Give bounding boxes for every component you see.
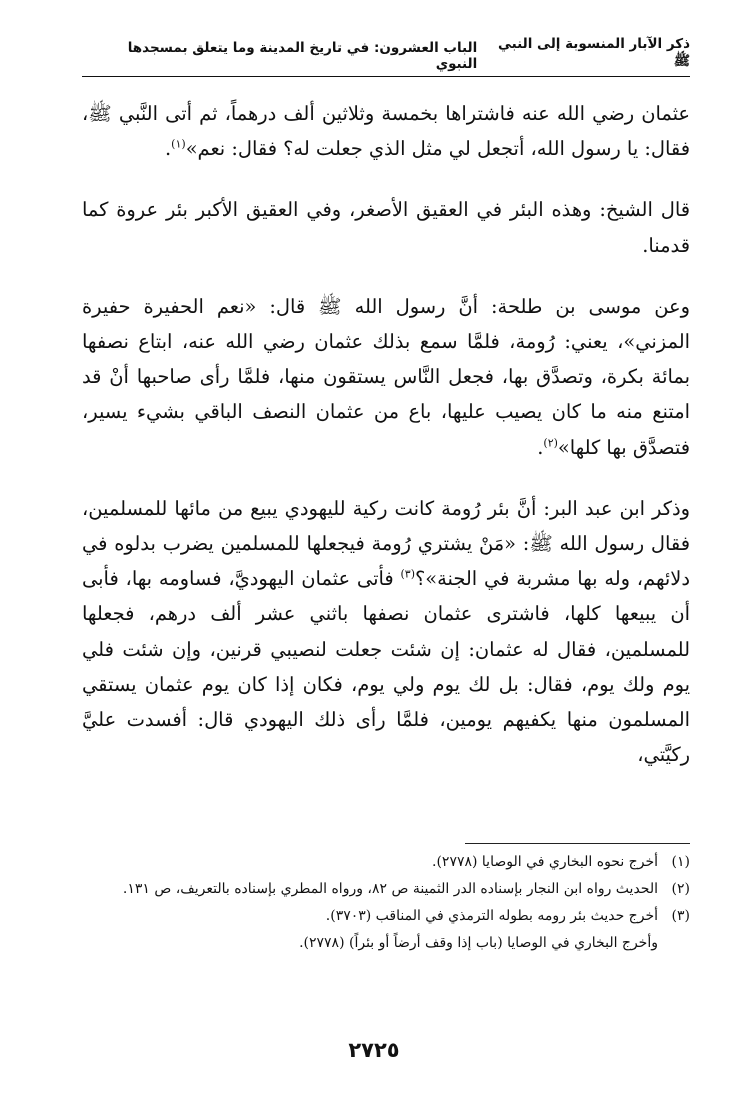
- footnote-ref[interactable]: (٢): [543, 436, 558, 450]
- footnote-ref[interactable]: (٣): [400, 567, 415, 581]
- header-chapter-title: ذكر الآبار المنسوبة إلى النبي ﷺ: [497, 36, 690, 69]
- footnote-divider: [465, 843, 690, 844]
- footnotes: [82, 851, 690, 959]
- footnote: [82, 878, 690, 902]
- footnote-continuation: وأخرج البخاري في الوصايا (باب إذا وقف أرضاً أو بئراً) (٢٧٧٨).: [299, 935, 658, 952]
- footnote: [82, 851, 690, 875]
- paragraph: قال الشيخ: وهذه البئر في العقيق الأصغر، وفي العقيق الأكبر بئر عروة كما قدمنا.: [82, 198, 690, 257]
- paragraph-text: فأتى عثمان اليهوديَّ، فساومه بها، فأبى أن يبيعها كلها، فاشترى عثمان نصفها باثني عشر ألف درهم، فجعلها للمسلمين، فقال له عثمان: إن شئت جعلت لنصيبي قرنين، وإن شئت فلي يوم ولك يوم، فقال: بل لك يوم ولي يوم، فكان إذا كان يوم عثمان يستقي المسلمون منها يكفيهم يومين، فلمَّا رأى ذلك اليهودي قال: أفسدت عليَّ ركيَّتي،: [82, 567, 690, 767]
- footnote-text: أخرج نحوه البخاري في الوصايا (٢٧٧٨).: [432, 854, 658, 870]
- paragraph: وعن موسى بن طلحة: أنَّ رسول الله ﷺ قال: «نعم الحفيرة حفيرة المزني»، يعني: رُومة، فلمَّا سمع بذلك عثمان رضي الله عنه، ابتاع نصفها بمائة بكرة، وتصدَّق بها، فجعل النَّاس يستقون منها، فلمَّا رأى صاحبها أنْ قد امتنع منه ما كان يصيب عليها، باع من عثمان النصف الباقي بشيء يسير، فتصدَّق بها كلها»$^{(٢)}$.: [82, 294, 690, 459]
- paragraph: عثمان رضي الله عنه فاشتراها بخمسة وثلاثين ألف درهماً، ثم أتى النَّبي ﷺ، فقال: يا رسول الله، أتجعل لي مثل الذي جعلت له؟ فقال: نعم»$^{(١)}$.: [82, 102, 690, 161]
- paragraph-text: وعن موسى بن طلحة: أنَّ رسول الله ﷺ قال: «نعم الحفيرة حفيرة المزني»، يعني: رُومة، فلمَّا سمع بذلك عثمان رضي الله عنه، ابتاع نصفها بمائة بكرة، وتصدَّق بها، فجعل النَّاس يستقون منها، فلمَّا رأى صاحبها أنْ قد امتنع منه ما كان يصيب عليها، باع من عثمان النصف الباقي بشيء يسير، فتصدَّق بها كلها»: [82, 294, 690, 459]
- header-section-title: الباب العشرون: في تاريخ المدينة وما يتعلق بمسجدها النبوي: [127, 40, 478, 72]
- page-number: ٢٧٢٥: [348, 1038, 400, 1062]
- paragraph: [82, 491, 690, 773]
- running-header: [82, 36, 690, 77]
- main-text: [82, 96, 690, 772]
- footnote-text: أخرج حديث بئر رومه بطوله الترمذي في المناقب (٣٧٠٣).: [325, 907, 658, 924]
- paragraph-text: عثمان رضي الله عنه فاشتراها بخمسة وثلاثين ألف درهماً، ثم أتى النَّبي ﷺ، فقال: يا رسول الله، أتجعل لي مثل الذي جعلت له؟ فقال: نعم»: [82, 102, 690, 161]
- footnote-number: (٣): [671, 907, 690, 924]
- footnote-ref[interactable]: (١): [171, 137, 186, 151]
- footnote-number: (١): [671, 854, 690, 870]
- footnote: [82, 905, 690, 929]
- paragraph-text: وذكر ابن عبد البر: أنَّ بئر رُومة كانت ركية لليهودي يبيع من مائها للمسلمين، فقال رسول الله ﷺ: «مَنْ يشتري رُومة فيجعلها للمسلمين يضرب بدلوه في دلائهم، وله بها مشربة في الجنة»؟: [82, 496, 691, 591]
- footnote-number: (٢): [671, 880, 690, 897]
- footnote-text: الحديث رواه ابن النجار بإسناده الدر الثمينة ص ٨٢، ورواه المطري بإسناده بالتعريف، ص ١٣١.: [122, 880, 658, 897]
